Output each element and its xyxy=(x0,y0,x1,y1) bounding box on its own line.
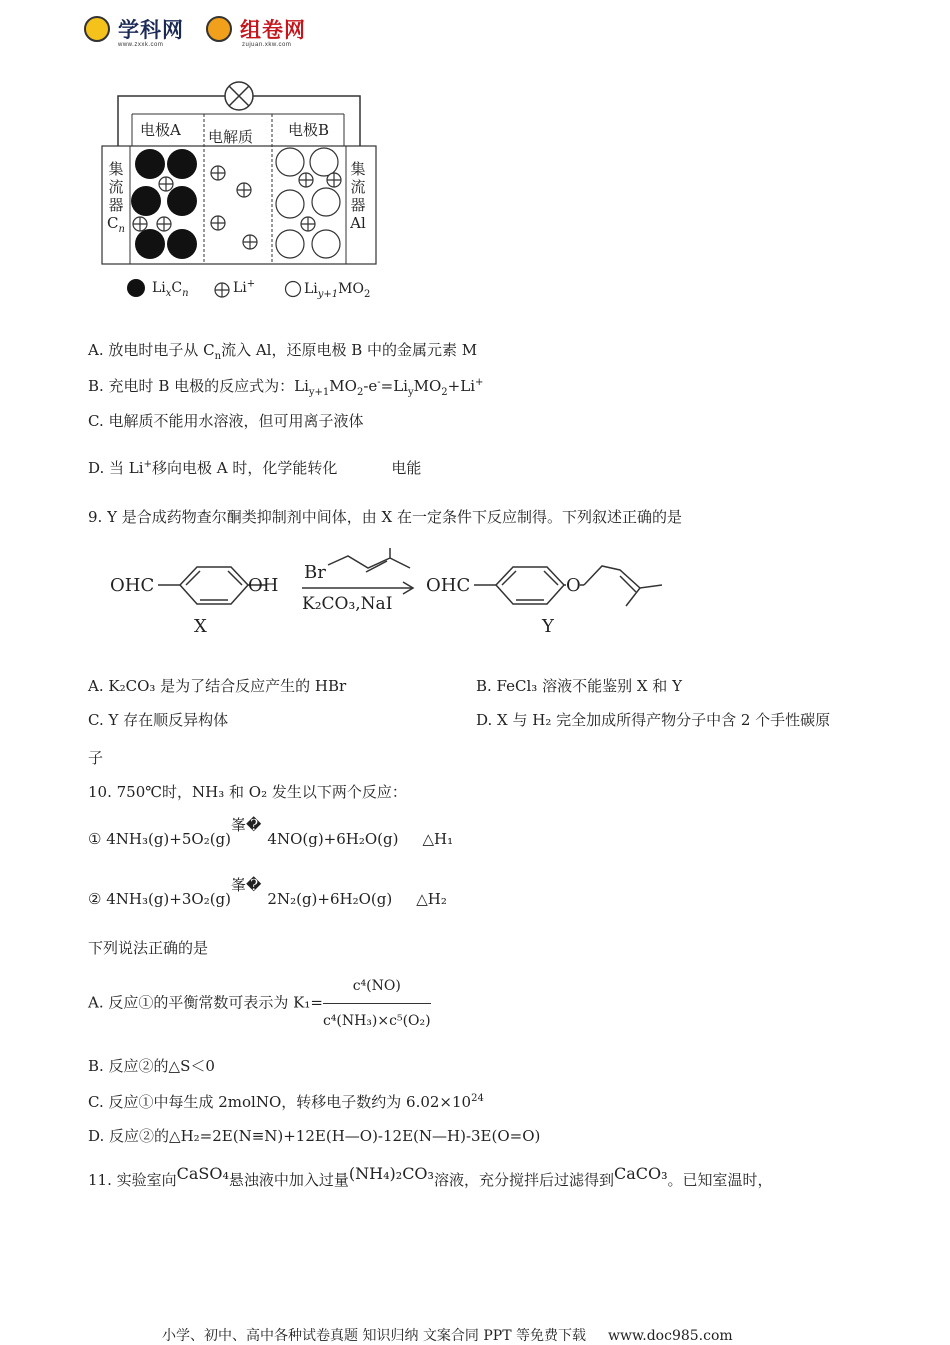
q10-option-d: D. 反应②的△H₂=2E(N≡N)+12E(H—O)-12E(N—H)-3E(O=O) xyxy=(88,1127,541,1145)
logo1-text: 学科网 xyxy=(118,19,184,42)
legend-li-ion: Li+ xyxy=(233,278,256,296)
x-ohc: OHC xyxy=(110,575,155,596)
y-ohc: OHC xyxy=(426,575,471,596)
collector-right-char-3: 器 xyxy=(350,196,366,214)
reaction-scheme xyxy=(100,548,680,638)
q10-option-c: C. 反应①中每生成 2molNO，转移电子数约为 $6.02\times 10^{24}$ xyxy=(88,1093,484,1111)
footer-url[interactable]: www.doc985.com xyxy=(607,1328,733,1344)
q10-option-b: B. 反应②的△S＜0 xyxy=(88,1057,215,1075)
y-o: O xyxy=(566,575,581,596)
collector-left-sym: C xyxy=(107,214,119,232)
header-logos xyxy=(84,14,306,44)
q9-option-a: A. K₂CO₃ 是为了结合反应产生的 HBr xyxy=(88,677,347,695)
q10-ask: 下列说法正确的是 xyxy=(88,939,209,957)
collector-left-char-2: 流 xyxy=(108,178,124,196)
collector-right-sym: Al xyxy=(350,214,366,232)
reagent-br: Br xyxy=(304,562,326,583)
collector-right-label xyxy=(348,160,368,232)
collector-left-label xyxy=(106,160,126,235)
logo2-sub: zujuan.xkw.com xyxy=(242,42,292,48)
footer-text: 小学、初中、高中各种试卷真题 知识归纳 文案合同 PPT 等免费下载 xyxy=(162,1328,586,1344)
logo1-sub: www.zxxk.com xyxy=(118,42,164,48)
zujuan-logo-icon xyxy=(206,16,232,42)
collector-right-char-2: 流 xyxy=(350,178,366,196)
x-label: X xyxy=(194,616,207,637)
legend-limo2: $Li_{y+1}MO_2$ xyxy=(304,281,371,300)
legend-lixcn: $Li_xC_n$ xyxy=(152,280,189,299)
q8-option-a: A. 放电时电子从 $C_n$流入 Al，还原电极 B 中的金属元素 M xyxy=(88,341,478,362)
q11-stem: 11. 实验室向CaSO₄悬浊液中加入过量(NH₄)₂CO₃溶液，充分搅拌后过滤得到CaCO₃。已知室温时， xyxy=(88,1164,773,1189)
q10-option-a: A. 反应①的平衡常数可表示为 K₁= $\frac{\text{c⁴(NO)}}{\text{c⁴(NH₃)×c⁵(O₂)}}$ xyxy=(88,970,431,1037)
y-label: Y xyxy=(542,616,554,637)
q9-option-c: C. Y 存在顺反异构体 xyxy=(88,711,229,729)
footer xyxy=(162,1325,733,1345)
collector-right-char-1: 集 xyxy=(350,160,366,178)
collector-left-sub: n xyxy=(118,224,125,235)
q9-option-b: B. FeCl₃ 溶液不能鉴别 X 和 Y xyxy=(476,677,682,695)
q8-option-d: D. 当 Li+移向电极 A 时，化学能转化 电能 xyxy=(88,459,422,477)
collector-left-char-1: 集 xyxy=(108,160,124,178)
electrode-a-label: 电极A xyxy=(140,121,181,139)
electrode-b-label: 电极B xyxy=(288,121,330,139)
q10-reaction-1: ① 4NH₃(g)+5O₂(g)峯�4NO(g)+6H₂O(g) △H₁ xyxy=(88,816,454,848)
battery-diagram xyxy=(98,78,388,310)
q9-stem: 9. Y 是合成药物查尔酮类抑制剂中间体，由 X 在一定条件下反应制得。下列叙述正确的是 xyxy=(88,508,682,526)
x-oh: OH xyxy=(248,575,279,596)
electrolyte-label: 电解质 xyxy=(208,128,254,146)
reagent-conditions: K₂CO₃,NaI xyxy=(302,594,393,614)
xkw-logo-icon xyxy=(84,16,110,42)
collector-left-char-3: 器 xyxy=(108,196,124,214)
logo2-text: 组卷网 xyxy=(240,19,306,42)
q8-option-c: C. 电解质不能用水溶液，但可用离子液体 xyxy=(88,412,364,430)
q9-option-d-cont: 子 xyxy=(88,749,104,767)
q10-stem: 10. 750℃时，NH₃ 和 O₂ 发生以下两个反应： xyxy=(88,783,407,801)
q8-option-b: B. 充电时 B 电极的反应式为：$Li_{y+1}MO_2-e^-=Li_yMO_2+Li^+$ xyxy=(88,377,484,398)
q9-option-d: D. X 与 H₂ 完全加成所得产物分子中含 2 个手性碳原 xyxy=(476,711,831,729)
q10-reaction-2: ② 4NH₃(g)+3O₂(g)峯�2N₂(g)+6H₂O(g) △H₂ xyxy=(88,876,447,908)
